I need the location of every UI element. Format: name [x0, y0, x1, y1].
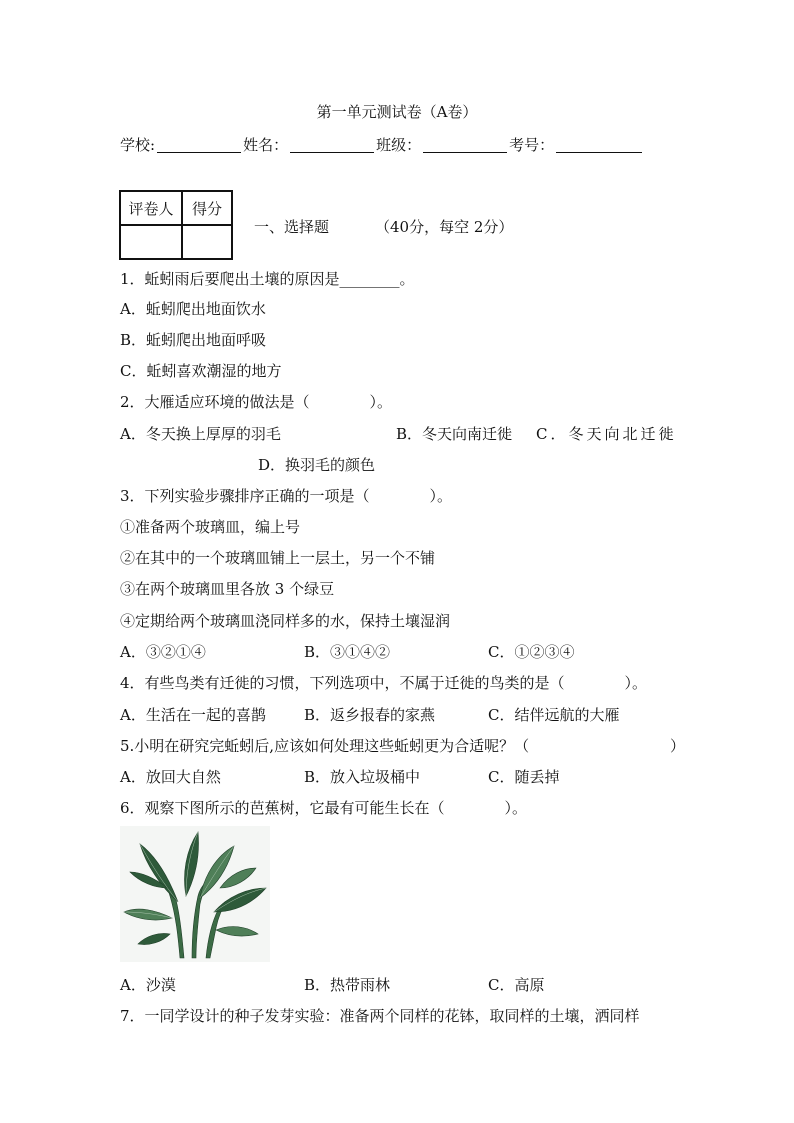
question-1-stem: 1．蚯蚓雨后要爬出土壤的原因是________。	[120, 270, 415, 288]
school-label: 学校:	[120, 136, 156, 154]
score-table	[119, 190, 233, 260]
question-5-close-bracket: ）	[670, 737, 686, 755]
question-3-step-4: ④定期给两个玻璃皿浇同样多的水，保持土壤湿润	[120, 612, 451, 630]
question-1-option-a: A．蚯蚓爬出地面饮水	[120, 300, 266, 318]
question-2-stem: 2．大雁适应环境的做法是（ ）。	[120, 393, 393, 411]
section-points: （40分，每空 2分）	[375, 218, 514, 236]
question-2-option-a: A．冬天换上厚厚的羽毛	[120, 425, 281, 443]
question-2-option-c: C．冬天向北迁徙	[536, 425, 677, 443]
section-title: 一、选择题	[254, 218, 330, 236]
question-5-option-b: B．放入垃圾桶中	[304, 768, 421, 786]
question-3-stem: 3．下列实验步骤排序正确的一项是（ ）。	[120, 487, 453, 505]
question-4-option-c: C．结伴远航的大雁	[488, 706, 620, 724]
question-3-step-2: ②在其中的一个玻璃皿铺上一层土，另一个不铺	[120, 549, 436, 567]
question-7-stem: 7．一同学设计的种子发芽实验：准备两个同样的花钵，取同样的土壤，洒同样	[120, 1007, 640, 1025]
name-label: 姓名：	[243, 136, 289, 154]
exam-no-blank[interactable]	[556, 138, 642, 153]
name-blank[interactable]	[290, 138, 374, 153]
banana-plant-icon	[120, 826, 270, 962]
question-4-stem: 4．有些鸟类有迁徙的习惯，下列选项中，不属于迁徙的鸟类的是（ ）。	[120, 674, 648, 692]
banana-plant-drawing	[120, 826, 270, 962]
score-header: 得分	[182, 191, 232, 225]
section-heading	[254, 216, 513, 237]
question-6-option-b: B．热带雨林	[304, 976, 391, 994]
question-4-option-b: B．返乡报春的家燕	[304, 706, 436, 724]
question-3-step-3: ③在两个玻璃皿里各放 3 个绿豆	[120, 580, 335, 598]
question-3-option-b: B．③①④②	[304, 643, 391, 661]
question-3-option-a: A．③②①④	[120, 643, 206, 661]
student-info-row	[120, 134, 644, 155]
question-4-option-a: A．生活在一起的喜鹊	[120, 706, 266, 724]
question-1-option-c: C．蚯蚓喜欢潮湿的地方	[120, 362, 282, 380]
question-5-stem: 5.小明在研究完蚯蚓后,应该如何处理这些蚯蚓更为合适呢？（	[120, 737, 530, 755]
class-label: 班级：	[376, 136, 422, 154]
question-1-option-b: B．蚯蚓爬出地面呼吸	[120, 331, 267, 349]
question-6-option-a: A．沙漠	[120, 976, 176, 994]
reviewer-cell[interactable]	[120, 225, 182, 259]
reviewer-header: 评卷人	[120, 191, 182, 225]
score-cell[interactable]	[182, 225, 232, 259]
question-5-option-c: C．随丢掉	[488, 768, 560, 786]
question-3-step-1: ①准备两个玻璃皿，编上号	[120, 518, 301, 536]
page-title: 第一单元测试卷（A卷）	[316, 103, 478, 121]
question-3-option-c: C．①②③④	[488, 643, 575, 661]
exam-no-label: 考号：	[509, 136, 555, 154]
question-2-option-b: B．冬天向南迁徙	[396, 425, 513, 443]
question-5-option-a: A．放回大自然	[120, 768, 221, 786]
question-6-option-c: C．高原	[488, 976, 545, 994]
question-2-option-d: D．换羽毛的颜色	[258, 456, 376, 474]
school-blank[interactable]	[157, 138, 241, 153]
question-6-stem: 6．观察下图所示的芭蕉树，它最有可能生长在（ ）。	[120, 799, 528, 817]
class-blank[interactable]	[423, 138, 507, 153]
